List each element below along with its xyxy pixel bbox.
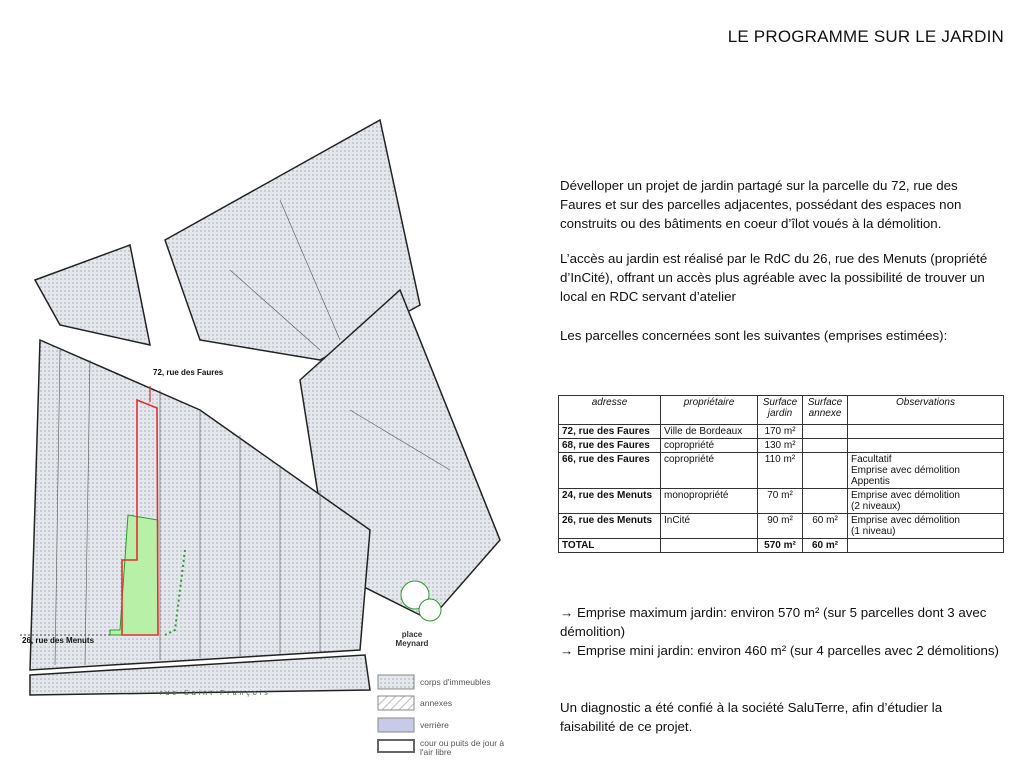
cell: [848, 539, 1004, 553]
cell: [848, 425, 1004, 439]
cell: 72, rue des Faures: [559, 425, 661, 439]
cell: copropriété: [661, 439, 758, 453]
table-row: [559, 514, 1004, 539]
cell: Emprise avec démolition (2 niveaux): [848, 489, 1004, 514]
bullet-max: → Emprise maximum jardin: environ 570 m² (sur 5 parcelles dont 3 avec démolition): [560, 605, 987, 639]
street-label: rue Saint François: [160, 690, 271, 697]
cell: TOTAL: [559, 539, 661, 553]
table-header: [559, 396, 1004, 425]
cell: monopropriété: [661, 489, 758, 514]
col-proprietaire: propriétaire: [661, 396, 758, 425]
cell: 90 m²: [758, 514, 803, 539]
paragraph-1: Dévelloper un projet de jardin partagé sur la parcelle du 72, rue des Faures et sur des parcelles adjacentes, possédant des espaces non construits ou des bâtiments en coeur d’îlot voués à la démolition.: [560, 178, 962, 231]
paragraph-2: L’accès au jardin est réalisé par le RdC du 26, rue des Menuts (propriété d’InCité), offrant un accès plus agréable avec la possibilité de trouver un local en RDC servant d’atelier: [560, 251, 988, 304]
cell: [661, 539, 758, 553]
table-total-row: [559, 539, 1004, 553]
label-place-meynard: place Meynard: [395, 630, 429, 648]
block-west-small: [35, 245, 150, 345]
cell: [803, 425, 848, 439]
table-row: [559, 439, 1004, 453]
label-72-faures: 72, rue des Faures: [153, 368, 224, 377]
cell: 130 m²: [758, 439, 803, 453]
col-surface-jardin: Surface jardin: [758, 396, 803, 425]
label-26-menuts: 26, rue des Menuts: [22, 636, 95, 645]
col-observations: Observations: [848, 396, 1004, 425]
cell: Ville de Bordeaux: [661, 425, 758, 439]
cell: copropriété: [661, 453, 758, 489]
bullet-min: → Emprise mini jardin: environ 460 m² (sur 4 parcelles avec 2 démolitions): [560, 643, 999, 658]
cell: 110 m²: [758, 453, 803, 489]
cell: [803, 453, 848, 489]
cell: 24, rue des Menuts: [559, 489, 661, 514]
cell: [848, 439, 1004, 453]
paragraph-3: Les parcelles concernées sont les suivantes (emprises estimées):: [560, 328, 948, 343]
table-row: [559, 453, 1004, 489]
legend-buildings: corps d'immeubles: [420, 677, 491, 687]
cell: [803, 439, 848, 453]
table-row: [559, 425, 1004, 439]
site-map: [0, 90, 525, 770]
table-row: [559, 489, 1004, 514]
col-surface-annexe: Surface annexe: [803, 396, 848, 425]
col-adresse: adresse: [559, 396, 661, 425]
cell: Emprise avec démolition (1 niveau): [848, 514, 1004, 539]
cell: Facultatif Emprise avec démolition Appentis: [848, 453, 1004, 489]
page-title: LE PROGRAMME SUR LE JARDIN: [727, 27, 1004, 46]
cell: 60 m²: [803, 514, 848, 539]
cell: 70 m²: [758, 489, 803, 514]
legend-annexes: annexes: [420, 698, 453, 708]
cell: 66, rue des Faures: [559, 453, 661, 489]
cell: 170 m²: [758, 425, 803, 439]
cell: 68, rue des Faures: [559, 439, 661, 453]
cell: 570 m²: [758, 539, 803, 553]
cell: 60 m²: [803, 539, 848, 553]
legend-verriere: verrière: [420, 720, 449, 730]
legend-cour: cour ou puits de jour à l'air libre: [420, 738, 505, 757]
cell: [803, 489, 848, 514]
cell: InCité: [661, 514, 758, 539]
cell: 26, rue des Menuts: [559, 514, 661, 539]
parcel-table: [558, 395, 1004, 553]
conclusion: Un diagnostic a été confié à la société SaluTerre, afin d’étudier la faisabilité de ce projet.: [560, 700, 943, 734]
